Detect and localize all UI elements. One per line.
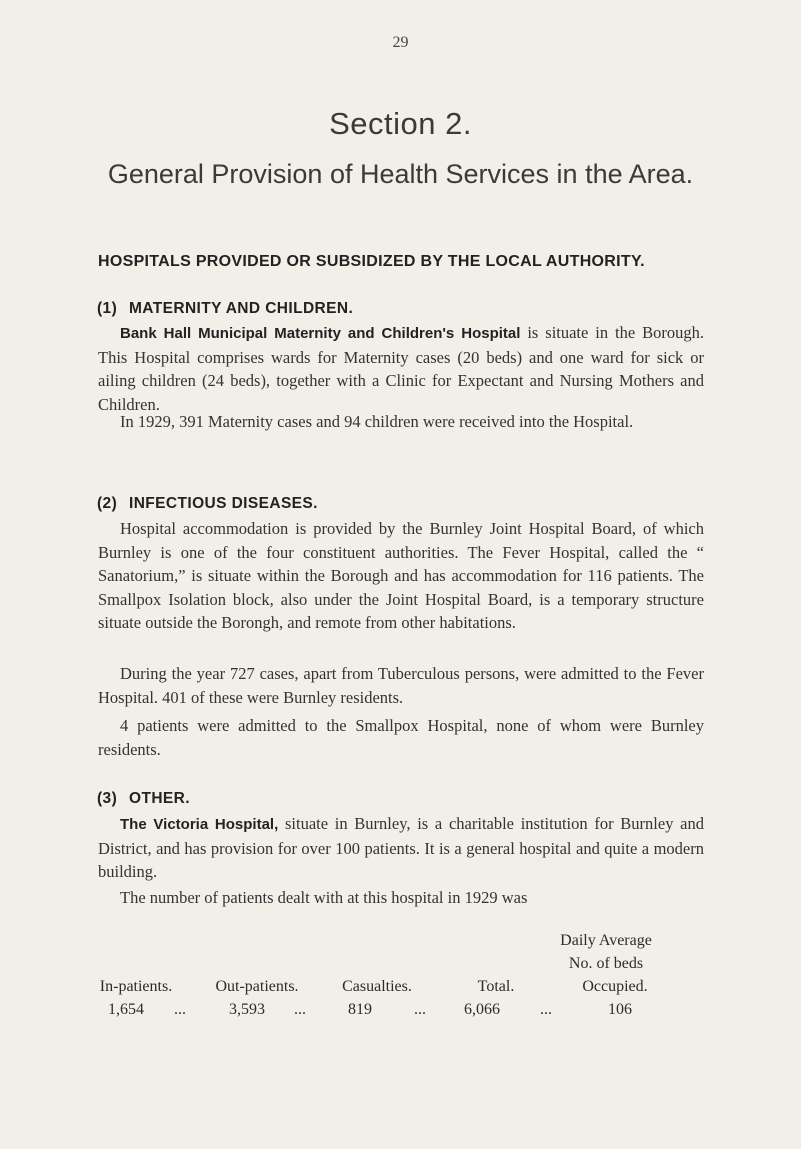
paragraph-patient-numbers bbox=[98, 886, 704, 910]
heading-text: INFECTIOUS DISEASES. bbox=[129, 495, 318, 512]
value-out-patients: 3,593 bbox=[229, 1001, 265, 1018]
heading-number: (3) bbox=[97, 790, 118, 807]
leader-dots: ... bbox=[540, 1001, 552, 1018]
header-total: Total. bbox=[477, 978, 515, 995]
section-title: Section 2. bbox=[329, 106, 472, 141]
heading-text: MATERNITY AND CHILDREN. bbox=[129, 300, 354, 317]
paragraph-victoria-hospital bbox=[98, 812, 704, 884]
leader-dots: ... bbox=[414, 1001, 426, 1018]
value-daily-average: 106 bbox=[608, 1001, 632, 1018]
paragraph-text: During the year 727 cases, apart from Tuberculous persons, were admitted to the Fever Hospital. 401 of these were Burnley residents. bbox=[98, 664, 704, 707]
heading-number: (2) bbox=[97, 495, 118, 512]
paragraph-hospital-accommodation bbox=[98, 517, 704, 635]
leader-dots: ... bbox=[174, 1001, 186, 1018]
hospital-name: The Victoria Hospital, bbox=[120, 816, 279, 833]
paragraph-maternity-cases bbox=[98, 410, 704, 434]
paragraph-text: Hospital accommodation is provided by the Burnley Joint Hospital Board, of which Burnley is one of the four constituent authorities. The Fever Hospital, called the “ Sanatorium,” is situate within the Borough and has accommodation for 116 patients. The Smallpox Isolation block, also under the Joint Hospital Board, is a temporary structure situate outside the Borongh, and remote from other habitations. bbox=[98, 519, 704, 632]
section-subtitle: General Provision of Health Services in the Area. bbox=[107, 159, 694, 189]
header-occupied: Occupied. bbox=[582, 978, 648, 995]
header-casualties: Casualties. bbox=[342, 978, 412, 995]
heading-text: OTHER. bbox=[129, 790, 190, 807]
leader-dots: ... bbox=[294, 1001, 306, 1018]
paragraph-text: The number of patients dealt with at this hospital in 1929 was bbox=[120, 888, 528, 907]
header-daily-average: Daily Average bbox=[560, 932, 652, 949]
paragraph-text: 4 patients were admitted to the Smallpox Hospital, none of whom were Burnley residents. bbox=[98, 716, 704, 759]
hospital-name: Bank Hall Municipal Maternity and Children's Hospital bbox=[120, 325, 521, 342]
paragraph-fever-admissions bbox=[98, 662, 704, 709]
page-number: 29 bbox=[392, 34, 409, 51]
paragraph-text: situate in Burnley, is a charitable institution for Burnley and District, and has provision for over 100 patients. It is a general hospital and quite a modern building. bbox=[98, 814, 704, 881]
header-beds: No. of beds bbox=[568, 955, 644, 972]
heading-maternity bbox=[97, 300, 353, 318]
main-heading: HOSPITALS PROVIDED OR SUBSIDIZED BY THE LOCAL AUTHORITY. bbox=[98, 253, 645, 270]
paragraph-smallpox bbox=[98, 714, 704, 761]
heading-other bbox=[97, 790, 190, 808]
paragraph-text: is situate in the Borough. This Hospital comprises wards for Maternity cases (20 beds) and one ward for sick or ailing children (24 beds), together with a Clinic for Expectant and Nursing Mothers and Children. bbox=[98, 323, 704, 414]
paragraph-text: In 1929, 391 Maternity cases and 94 children were received into the Hospital. bbox=[120, 412, 634, 431]
value-total: 6,066 bbox=[464, 1001, 500, 1018]
heading-infectious-diseases bbox=[97, 495, 318, 513]
value-casualties: 819 bbox=[348, 1001, 372, 1018]
header-out-patients: Out-patients. bbox=[215, 978, 299, 995]
header-in-patients: In-patients. bbox=[99, 978, 173, 995]
value-in-patients: 1,654 bbox=[108, 1001, 144, 1018]
paragraph-maternity-hospital bbox=[98, 321, 704, 416]
heading-number: (1) bbox=[97, 300, 118, 317]
